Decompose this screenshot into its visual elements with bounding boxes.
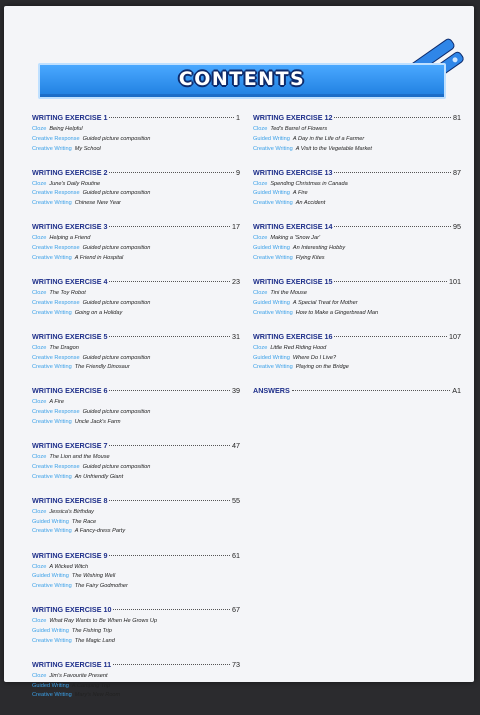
toc-section xyxy=(32,332,240,373)
toc-item xyxy=(253,180,461,190)
dot-leader xyxy=(334,117,451,118)
toc-item xyxy=(32,518,240,528)
item-title: A Friend in Hospital xyxy=(74,254,124,261)
item-category: Creative Writing xyxy=(32,145,72,152)
item-title: Guided picture composition xyxy=(82,135,151,142)
toc-section-heading[interactable] xyxy=(253,113,461,125)
item-title: A Fire xyxy=(49,399,65,406)
dot-leader xyxy=(292,390,450,391)
page-number: 47 xyxy=(232,441,240,451)
item-title: Going on a Holiday xyxy=(74,309,123,316)
item-category: Cloze xyxy=(32,563,47,570)
section-title: WRITING EXERCISE 15 xyxy=(253,277,333,287)
toc-item xyxy=(32,527,240,537)
item-title: The Fishing Trip xyxy=(71,627,112,634)
item-title: The Lion and the Mouse xyxy=(49,454,110,461)
item-category: Guided Writing xyxy=(32,627,69,634)
toc-section-heading[interactable] xyxy=(32,496,240,508)
item-category: Cloze xyxy=(32,290,47,297)
toc-section-heading[interactable] xyxy=(253,386,461,398)
toc-item xyxy=(32,125,240,135)
item-title: A Special Treat for Mother xyxy=(292,299,358,306)
page-number: 87 xyxy=(453,167,461,177)
toc-section-heading[interactable] xyxy=(253,332,461,344)
toc-item xyxy=(32,682,240,692)
toc-item xyxy=(32,453,240,463)
dot-leader xyxy=(334,226,451,227)
section-title: WRITING EXERCISE 6 xyxy=(32,386,108,396)
toc-item xyxy=(32,572,240,582)
item-title: The Wishing Well xyxy=(71,573,116,580)
item-title: Uncle Jack's Farm xyxy=(74,419,121,426)
dot-leader xyxy=(334,172,451,173)
item-category: Cloze xyxy=(32,454,47,461)
item-title: Guided picture composition xyxy=(82,245,151,252)
item-title: Chinese New Year xyxy=(74,200,121,207)
item-category: Creative Writing xyxy=(32,583,72,590)
item-title: Guided picture composition xyxy=(82,299,151,306)
toc-item xyxy=(32,344,240,354)
toc-item xyxy=(32,508,240,518)
toc-item xyxy=(32,135,240,145)
section-title: WRITING EXERCISE 13 xyxy=(253,167,333,177)
item-title: June's Daily Routine xyxy=(49,180,101,187)
toc-item xyxy=(32,463,240,473)
toc-section-heading[interactable] xyxy=(32,222,240,234)
toc-item xyxy=(32,408,240,418)
page-number: A1 xyxy=(452,386,461,396)
toc-left-column xyxy=(32,113,240,715)
toc-section xyxy=(32,113,240,154)
toc-item xyxy=(32,189,240,199)
item-category: Creative Response xyxy=(32,409,80,416)
toc-section xyxy=(32,441,240,482)
item-category: Creative Writing xyxy=(32,254,72,261)
dot-leader xyxy=(109,226,230,227)
toc-item xyxy=(32,672,240,682)
item-title: A Wicked Witch xyxy=(49,563,89,570)
toc-section xyxy=(32,605,240,646)
toc-item xyxy=(32,563,240,573)
toc-item xyxy=(253,135,461,145)
toc-item xyxy=(32,244,240,254)
section-title: WRITING EXERCISE 1 xyxy=(32,113,108,122)
item-title: A Visit to the Vegetable Market xyxy=(295,145,372,152)
dot-leader xyxy=(113,664,230,665)
toc-item xyxy=(32,254,240,264)
item-title: An Unfriendly Giant xyxy=(74,473,124,480)
section-title: ANSWERS xyxy=(253,386,290,396)
item-category: Cloze xyxy=(253,235,268,242)
item-category: Cloze xyxy=(32,618,47,625)
section-title: WRITING EXERCISE 8 xyxy=(32,495,108,505)
toc-item xyxy=(253,299,461,309)
page-number: 107 xyxy=(449,331,461,341)
toc-item xyxy=(32,582,240,592)
item-title: Mary's New Room xyxy=(74,692,121,699)
toc-section xyxy=(253,332,461,373)
item-category: Creative Response xyxy=(32,354,80,361)
item-category: Guided Writing xyxy=(32,573,69,580)
toc-item xyxy=(32,691,240,701)
item-title: A Day in the Life of a Farmer xyxy=(292,135,365,142)
dot-leader xyxy=(109,336,230,337)
item-title: What Ray Wants to Be When He Grows Up xyxy=(49,618,158,625)
item-category: Guided Writing xyxy=(253,299,290,306)
toc-item xyxy=(32,354,240,364)
item-title: Jim's Favourite Present xyxy=(49,672,108,679)
item-category: Creative Writing xyxy=(32,528,72,535)
item-category: Creative Writing xyxy=(32,692,72,699)
item-title: A Fire xyxy=(292,190,308,197)
item-category: Creative Response xyxy=(32,299,80,306)
item-title: The Friendly Dinosaur xyxy=(74,364,130,371)
toc-item xyxy=(32,289,240,299)
toc-item xyxy=(32,418,240,428)
toc-section xyxy=(32,496,240,537)
item-category: Cloze xyxy=(32,344,47,351)
section-title: WRITING EXERCISE 5 xyxy=(32,331,108,341)
item-title: Guided picture composition xyxy=(82,190,151,197)
page-number: 23 xyxy=(232,277,240,287)
toc-section-heading[interactable] xyxy=(32,660,240,672)
item-category: Guided Writing xyxy=(253,135,290,142)
toc-section xyxy=(32,386,240,427)
page-number: 61 xyxy=(232,550,240,560)
item-category: Creative Writing xyxy=(32,637,72,644)
item-category: Cloze xyxy=(32,508,47,515)
toc-item xyxy=(253,289,461,299)
item-category: Guided Writing xyxy=(32,682,69,689)
dot-leader xyxy=(334,281,447,282)
toc-item xyxy=(32,473,240,483)
item-category: Creative Response xyxy=(32,245,80,252)
toc-section xyxy=(32,222,240,263)
dot-leader xyxy=(109,390,230,391)
toc-item xyxy=(253,244,461,254)
item-title: A Camping Trip xyxy=(71,682,111,689)
item-category: Creative Writing xyxy=(32,473,72,480)
item-title: Ted's Barrel of Flowers xyxy=(270,126,328,132)
toc-item xyxy=(32,180,240,190)
item-category: Guided Writing xyxy=(253,354,290,361)
item-title: Tini the Mouse xyxy=(270,290,307,297)
dot-leader xyxy=(109,555,230,556)
toc-section-heading[interactable] xyxy=(253,168,461,180)
toc-section-heading[interactable] xyxy=(32,277,240,289)
page-number: 55 xyxy=(232,495,240,505)
toc-section-heading[interactable] xyxy=(32,332,240,344)
item-title: Making a 'Snow Jar' xyxy=(270,235,321,242)
item-title: Playing on the Bridge xyxy=(295,364,349,371)
section-title: WRITING EXERCISE 3 xyxy=(32,222,108,232)
toc-section xyxy=(32,660,240,701)
item-category: Creative Writing xyxy=(32,200,72,207)
section-title: WRITING EXERCISE 16 xyxy=(253,331,333,341)
toc-item xyxy=(32,627,240,637)
item-title: Where Do I Live? xyxy=(292,354,337,361)
item-title: An Accident xyxy=(295,200,326,207)
toc-item xyxy=(32,637,240,647)
toc-item xyxy=(253,189,461,199)
item-category: Guided Writing xyxy=(253,245,290,252)
item-category: Creative Writing xyxy=(32,364,72,371)
toc-section xyxy=(32,277,240,318)
section-title: WRITING EXERCISE 7 xyxy=(32,441,108,451)
toc-section xyxy=(253,113,461,154)
toc-item xyxy=(253,309,461,319)
page-number: 95 xyxy=(453,222,461,232)
item-category: Cloze xyxy=(32,126,47,132)
item-category: Creative Response xyxy=(32,190,80,197)
toc-item xyxy=(32,199,240,209)
toc-section-heading[interactable] xyxy=(32,386,240,398)
dot-leader xyxy=(113,609,230,610)
toc-item xyxy=(253,145,461,155)
toc-item xyxy=(32,309,240,319)
toc-section xyxy=(253,277,461,318)
item-title: Being Helpful xyxy=(49,126,83,132)
toc-section-heading[interactable] xyxy=(32,113,240,125)
item-title: Helping a Friend xyxy=(49,235,91,242)
page-number: 67 xyxy=(232,605,240,615)
toc-item xyxy=(253,354,461,364)
item-category: Creative Response xyxy=(32,135,80,142)
page-number: 9 xyxy=(236,167,240,177)
toc-item xyxy=(253,344,461,354)
item-title: Guided picture composition xyxy=(82,463,151,470)
item-title: Jessica's Birthday xyxy=(49,508,94,515)
toc-item xyxy=(32,145,240,155)
toc-item xyxy=(253,199,461,209)
page-number: 81 xyxy=(453,113,461,122)
toc-section xyxy=(32,551,240,592)
dot-leader xyxy=(109,117,234,118)
item-category: Creative Writing xyxy=(32,309,72,316)
item-title: The Dragon xyxy=(49,344,79,351)
item-category: Cloze xyxy=(32,180,47,187)
toc-section xyxy=(32,168,240,209)
page-number: 73 xyxy=(232,659,240,669)
item-category: Creative Writing xyxy=(253,364,293,371)
item-category: Cloze xyxy=(253,180,268,187)
item-title: The Magic Land xyxy=(74,637,115,644)
dot-leader xyxy=(109,281,230,282)
item-category: Creative Writing xyxy=(32,419,72,426)
item-title: Little Red Riding Hood xyxy=(270,344,327,351)
toc-item xyxy=(32,299,240,309)
item-title: A Fancy-dress Party xyxy=(74,528,126,535)
item-category: Cloze xyxy=(32,399,47,406)
toc-item xyxy=(32,398,240,408)
item-title: How to Make a Gingerbread Man xyxy=(295,309,379,316)
item-category: Cloze xyxy=(253,290,268,297)
item-title: The Toy Robot xyxy=(49,290,86,297)
toc-right-column xyxy=(253,113,461,412)
toc-section-heading[interactable] xyxy=(32,168,240,180)
section-title: WRITING EXERCISE 2 xyxy=(32,167,108,177)
item-category: Cloze xyxy=(32,672,47,679)
section-title: WRITING EXERCISE 9 xyxy=(32,550,108,560)
item-category: Creative Response xyxy=(32,463,80,470)
item-category: Creative Writing xyxy=(253,254,293,261)
item-category: Cloze xyxy=(253,126,268,132)
toc-section-heading[interactable] xyxy=(253,222,461,234)
page-number: 39 xyxy=(232,386,240,396)
item-title: Guided picture composition xyxy=(82,354,151,361)
dot-leader xyxy=(109,445,230,446)
toc-section-heading[interactable] xyxy=(32,605,240,617)
item-title: Guided picture composition xyxy=(82,409,151,416)
toc-item xyxy=(32,234,240,244)
item-category: Cloze xyxy=(253,344,268,351)
page-number: 17 xyxy=(232,222,240,232)
section-title: WRITING EXERCISE 11 xyxy=(32,659,112,669)
section-title: WRITING EXERCISE 10 xyxy=(32,605,112,615)
toc-item xyxy=(253,234,461,244)
item-category: Creative Writing xyxy=(253,200,293,207)
toc-section-heading[interactable] xyxy=(32,441,240,453)
page-title: CONTENTS xyxy=(178,68,306,90)
dot-leader xyxy=(109,500,230,501)
dot-leader xyxy=(109,172,234,173)
item-title: Flying Kites xyxy=(295,254,325,261)
toc-section-heading[interactable] xyxy=(32,551,240,563)
item-category: Creative Writing xyxy=(253,309,293,316)
section-title: WRITING EXERCISE 4 xyxy=(32,277,108,287)
item-category: Creative Writing xyxy=(253,145,293,152)
toc-item xyxy=(253,363,461,373)
item-title: The Race xyxy=(71,518,97,525)
toc-section-heading[interactable] xyxy=(253,277,461,289)
dot-leader xyxy=(334,336,447,337)
item-category: Guided Writing xyxy=(32,518,69,525)
toc-item xyxy=(32,363,240,373)
toc-item xyxy=(32,617,240,627)
item-title: An Interesting Hobby xyxy=(292,245,346,252)
item-category: Cloze xyxy=(32,235,47,242)
item-category: Guided Writing xyxy=(253,190,290,197)
page-number: 31 xyxy=(232,331,240,341)
item-title: My School xyxy=(74,145,101,152)
toc-item xyxy=(253,254,461,264)
toc-section xyxy=(253,168,461,209)
item-title: The Fairy Godmother xyxy=(74,583,128,590)
toc-section xyxy=(253,222,461,263)
toc-item xyxy=(253,125,461,135)
section-title: WRITING EXERCISE 14 xyxy=(253,222,333,232)
item-title: Spending Christmas in Canada xyxy=(270,180,348,187)
section-title: WRITING EXERCISE 12 xyxy=(253,113,333,122)
page-number: 1 xyxy=(236,113,240,122)
toc-section xyxy=(253,386,461,398)
page-number: 101 xyxy=(449,277,461,287)
contents-banner xyxy=(38,63,446,99)
